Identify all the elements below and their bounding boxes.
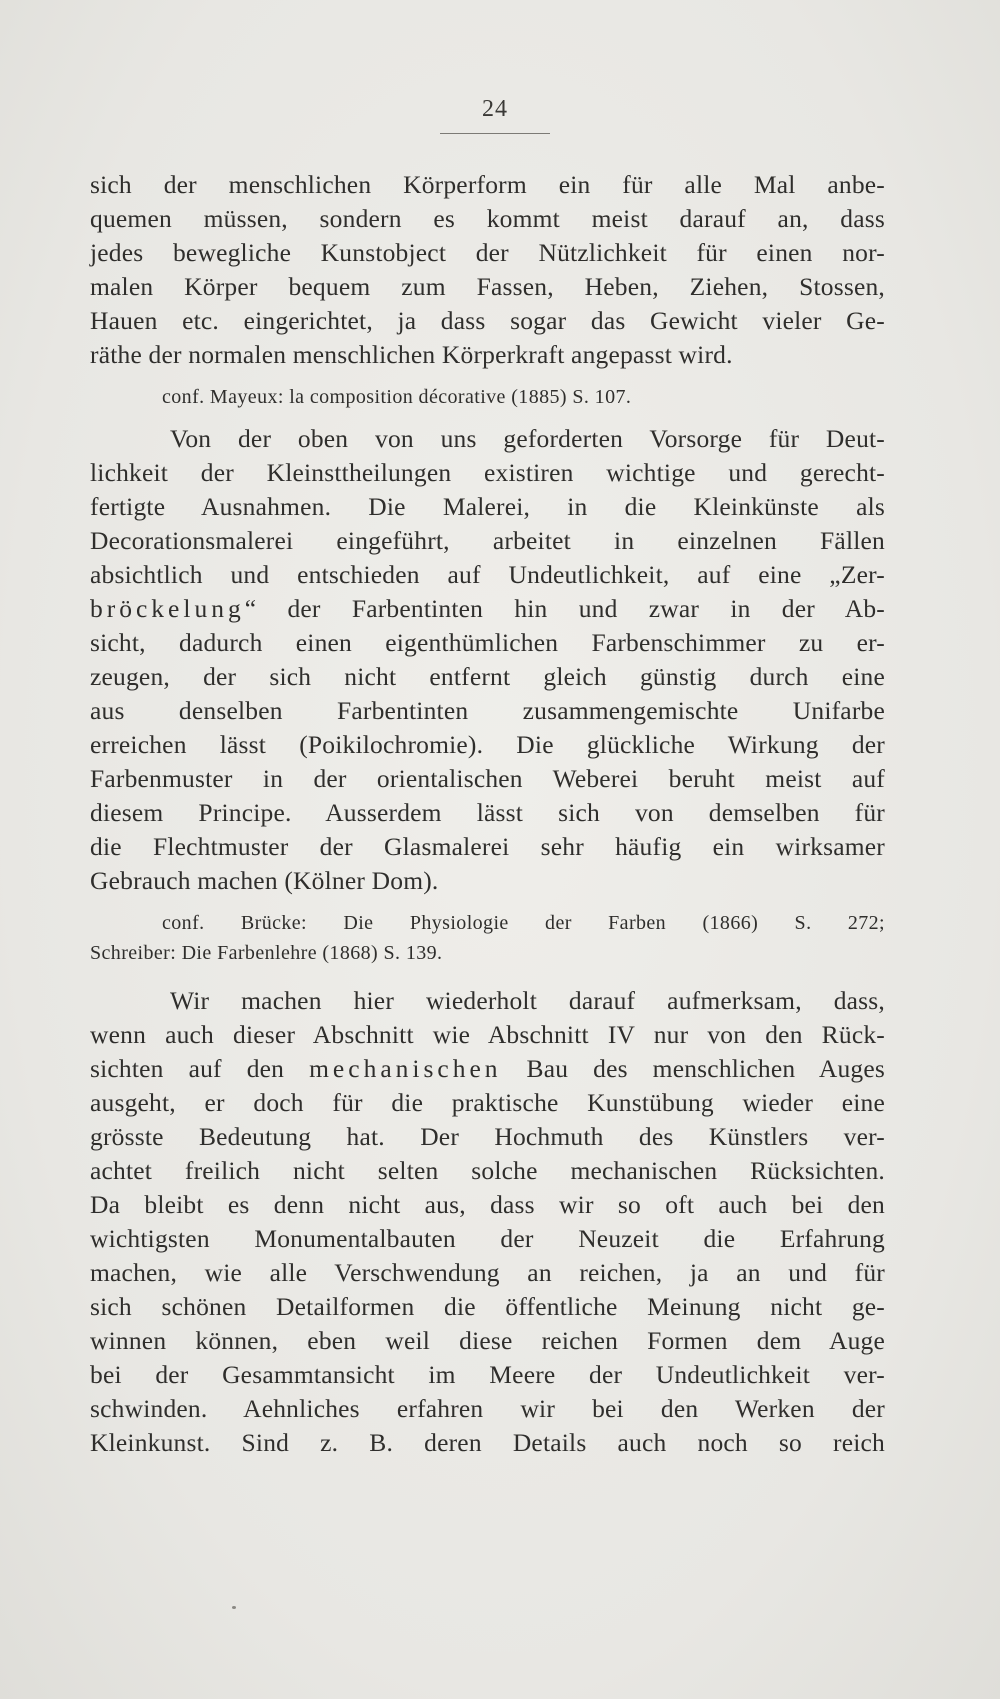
text-line: bei der Gesammtansicht im Meere der Undeutlichkeit ver- [90, 1360, 885, 1389]
text-line: erreichen lässt (Poikilochromie). Die glückliche Wirkung der [90, 730, 885, 759]
text-line: sich schönen Detailformen die öffentliche Meinung nicht ge- [90, 1292, 885, 1321]
text-line: absichtlich und entschieden auf Undeutlichkeit, auf eine „Zer- [90, 560, 885, 589]
text-line: wichtigsten Monumentalbauten der Neuzeit die Erfahrung [90, 1224, 885, 1253]
paper-speck [232, 1606, 236, 1609]
footnote-2 [90, 908, 885, 968]
emphasized-word: bröckelung [90, 594, 245, 623]
text-line: quemen müssen, sondern es kommt meist darauf an, dass [90, 204, 885, 233]
text-line: Da bleibt es denn nicht aus, dass wir so oft auch bei den [90, 1190, 885, 1219]
text-line: achtet freilich nicht selten solche mechanischen Rücksichten. [90, 1156, 885, 1185]
citation-line: Schreiber: Die Farbenlehre (1868) S. 139. [90, 942, 443, 964]
text-line: grösste Bedeutung hat. Der Hochmuth des Künstlers ver- [90, 1122, 885, 1151]
text-line: Hauen etc. eingerichtet, ja dass sogar das Gewicht vieler Ge- [90, 306, 885, 335]
text-line: machen, wie alle Verschwendung an reichen, ja an und für [90, 1258, 885, 1287]
text-line: zeugen, der sich nicht entfernt gleich günstig durch eine [90, 662, 885, 691]
text-line: Farbenmuster in der orientalischen Weberei beruht meist auf [90, 764, 885, 793]
paragraph-1 [90, 168, 885, 372]
text-line: lichkeit der Kleinsttheilungen existiren wichtige und gerecht- [90, 458, 885, 487]
page-number: 24 [482, 96, 508, 122]
text-fragment: sichten auf den [90, 1054, 310, 1083]
citation-line: conf. Mayeux: la composition décorative (1885) S. 107. [162, 386, 632, 408]
emphasized-word: mechanischen [309, 1054, 502, 1083]
text-line: Decorationsmalerei eingeführt, arbeitet in einzelnen Fällen [90, 526, 885, 555]
text-line: ausgeht, er doch für die praktische Kunstübung wieder eine [90, 1088, 885, 1117]
text-line: Kleinkunst. Sind z. B. deren Details auch noch so reich [90, 1428, 885, 1457]
text-line: wenn auch dieser Abschnitt wie Abschnitt IV nur von den Rück- [90, 1020, 885, 1049]
text-line: aus denselben Farbentinten zusammengemischte Unifarbe [90, 696, 885, 725]
text-line: räthe der normalen menschlichen Körperkraft angepasst wird. [90, 340, 733, 369]
text-line: jedes bewegliche Kunstobject der Nützlichkeit für einen nor- [90, 238, 885, 267]
text-line [90, 1052, 885, 1086]
text-line: die Flechtmuster der Glasmalerei sehr häufig ein wirksamer [90, 832, 885, 861]
text-line: sicht, dadurch einen eigenthümlichen Farbenschimmer zu er- [90, 628, 885, 657]
page-number-rule [440, 133, 550, 134]
text-line: Von der oben von uns geforderten Vorsorge für Deut- [170, 424, 885, 453]
text-line [90, 592, 885, 626]
citation-line: conf. Brücke: Die Physiologie der Farben (1866) S. 272; [162, 912, 885, 934]
paragraph-3 [90, 984, 885, 1460]
text-line: fertigte Ausnahmen. Die Malerei, in die Kleinkünste als [90, 492, 885, 521]
text-line: Wir machen hier wiederholt darauf aufmerksam, dass, [170, 986, 885, 1015]
text-line: Gebrauch machen (Kölner Dom). [90, 866, 439, 895]
footnote-1 [90, 382, 885, 412]
text-line: diesem Principe. Ausserdem lässt sich von demselben für [90, 798, 885, 827]
text-line: sich der menschlichen Körperform ein für alle Mal anbe- [90, 170, 885, 199]
text-line: winnen können, eben weil diese reichen Formen dem Auge [90, 1326, 885, 1355]
text-line: schwinden. Aehnliches erfahren wir bei den Werken der [90, 1394, 885, 1423]
text-fragment: Bau des menschlichen Auges [501, 1054, 885, 1083]
text-fragment: “ der Farbentinten hin und zwar in der Ab- [244, 594, 885, 623]
text-line: malen Körper bequem zum Fassen, Heben, Ziehen, Stossen, [90, 272, 885, 301]
paragraph-2 [90, 422, 885, 898]
